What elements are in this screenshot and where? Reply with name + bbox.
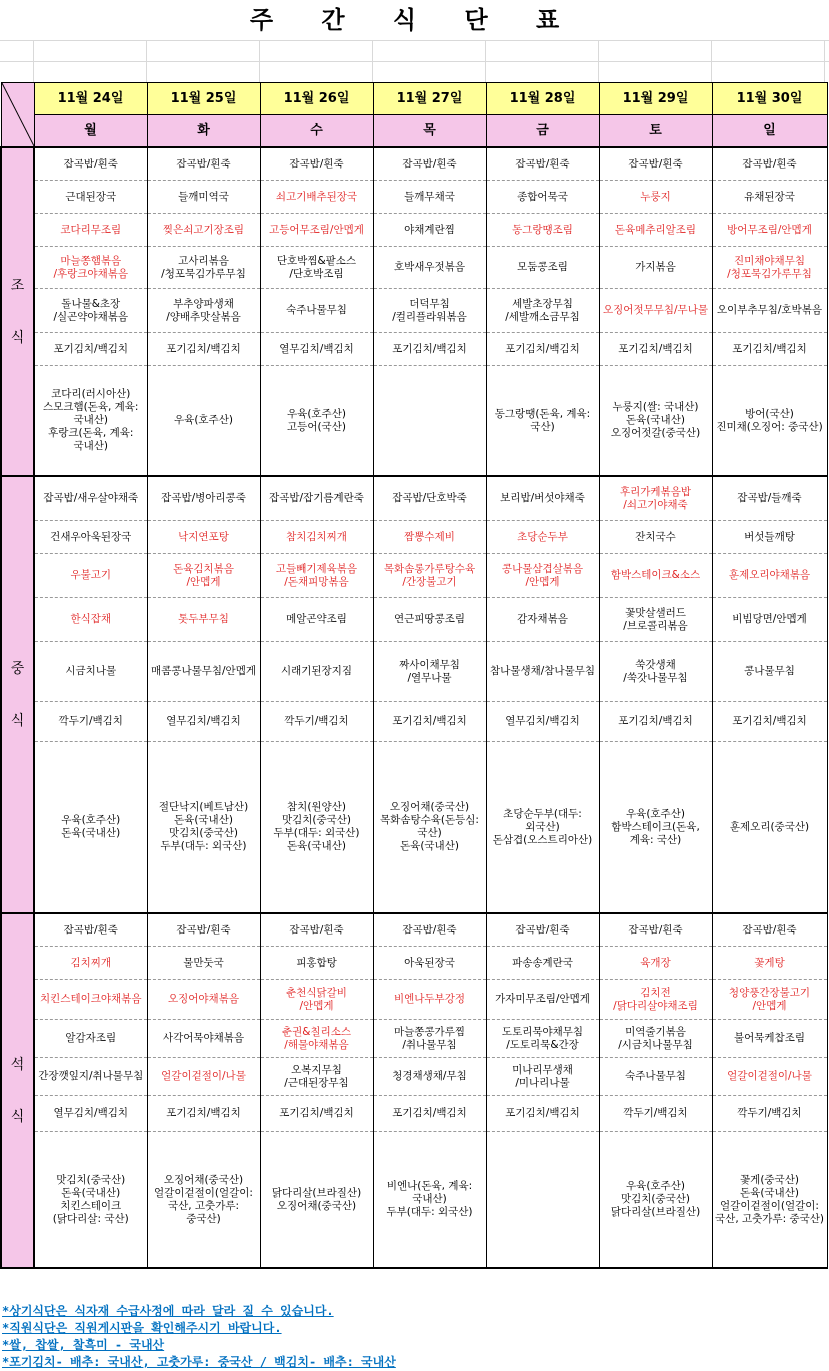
origin-cell: 방어(국산) 진미채(오징어: 중국산) bbox=[712, 366, 827, 477]
menu-body bbox=[1, 147, 827, 1268]
menu-cell: 잡곡밥/흰죽 bbox=[486, 913, 599, 947]
menu-cell: 야채계란찜 bbox=[373, 214, 486, 247]
menu-cell: 포기김치/백김치 bbox=[260, 1096, 373, 1132]
menu-cell: 코다리무조림 bbox=[34, 214, 147, 247]
menu-cell: 한식잡채 bbox=[34, 598, 147, 642]
menu-cell: 깍두기/백김치 bbox=[712, 1096, 827, 1132]
menu-cell: 들깨무채국 bbox=[373, 181, 486, 214]
origin-cell: 코다리(러시아산) 스모크햄(돈육, 계육: 국내산) 후랑크(돈육, 계육: 국내산) bbox=[34, 366, 147, 477]
menu-cell: 종합어묵국 bbox=[486, 181, 599, 214]
menu-cell: 춘권&칠리소스 /해물야채볶음 bbox=[260, 1020, 373, 1058]
menu-cell: 단호박찜&팥소스 /단호박조림 bbox=[260, 247, 373, 289]
menu-cell: 잡곡밥/병아리콩죽 bbox=[147, 476, 260, 521]
origin-cell bbox=[486, 1132, 599, 1269]
menu-cell: 포기김치/백김치 bbox=[34, 333, 147, 366]
menu-cell: 짬뽕수제비 bbox=[373, 521, 486, 554]
origin-cell: 참치(원양산) 맛김치(중국산) 두부(대두: 외국산) 돈육(국내산) bbox=[260, 742, 373, 914]
menu-cell: 감자채볶음 bbox=[486, 598, 599, 642]
menu-cell: 알감자조림 bbox=[34, 1020, 147, 1058]
menu-row bbox=[1, 554, 827, 598]
menu-cell: 포기김치/백김치 bbox=[147, 1096, 260, 1132]
menu-cell: 참나물생채/참나물무침 bbox=[486, 642, 599, 702]
menu-cell: 시금치나물 bbox=[34, 642, 147, 702]
menu-cell: 돈육메추리알조림 bbox=[599, 214, 712, 247]
menu-cell: 잡곡밥/흰죽 bbox=[34, 147, 147, 181]
origin-cell: 우육(호주산) bbox=[147, 366, 260, 477]
menu-cell: 호박새우젓볶음 bbox=[373, 247, 486, 289]
menu-cell: 모둠콩조림 bbox=[486, 247, 599, 289]
date-cell: 11월 28일 bbox=[486, 83, 599, 115]
menu-cell: 가지볶음 bbox=[599, 247, 712, 289]
menu-cell: 잡곡밥/흰죽 bbox=[712, 913, 827, 947]
origin-cell: 훈제오리(중국산) bbox=[712, 742, 827, 914]
origin-cell: 동그랑땡(돈육, 계육: 국산) bbox=[486, 366, 599, 477]
menu-cell: 포기김치/백김치 bbox=[373, 333, 486, 366]
origin-cell bbox=[373, 366, 486, 477]
menu-row bbox=[1, 214, 827, 247]
menu-cell: 잡곡밥/흰죽 bbox=[599, 147, 712, 181]
notes bbox=[2, 1303, 822, 1371]
meal-section-label: 중 식 bbox=[1, 476, 34, 913]
day-cell: 수 bbox=[260, 115, 373, 148]
menu-cell: 들깨미역국 bbox=[147, 181, 260, 214]
menu-cell: 치킨스테이크야채볶음 bbox=[34, 980, 147, 1020]
menu-cell: 파송송계란국 bbox=[486, 947, 599, 980]
origin-cell: 누룽지(쌀: 국내산) 돈육(국내산) 오징어젓갈(중국산) bbox=[599, 366, 712, 477]
menu-cell: 후리가케볶음밥 /쇠고기야채죽 bbox=[599, 476, 712, 521]
day-cell: 화 bbox=[147, 115, 260, 148]
menu-row bbox=[1, 1020, 827, 1058]
date-cell: 11월 27일 bbox=[373, 83, 486, 115]
menu-cell: 마늘쫑콩가루찜 /취나물무침 bbox=[373, 1020, 486, 1058]
date-cell: 11월 25일 bbox=[147, 83, 260, 115]
corner-cell bbox=[1, 83, 34, 148]
origin-cell: 오징어채(중국산) 목화솜탕수육(돈등심: 국산) 돈육(국내산) bbox=[373, 742, 486, 914]
meal-section-label: 조 식 bbox=[1, 147, 34, 476]
menu-cell: 포기김치/백김치 bbox=[147, 333, 260, 366]
menu-cell: 춘천식닭갈비 /안멥게 bbox=[260, 980, 373, 1020]
menu-cell: 청양풍간장불고기 /안멥게 bbox=[712, 980, 827, 1020]
menu-cell: 물만둣국 bbox=[147, 947, 260, 980]
menu-cell: 포기김치/백김치 bbox=[486, 333, 599, 366]
menu-cell: 잡곡밥/흰죽 bbox=[486, 147, 599, 181]
menu-cell: 깍두기/백김치 bbox=[34, 702, 147, 742]
date-cell: 11월 30일 bbox=[712, 83, 827, 115]
menu-cell: 잡곡밥/흰죽 bbox=[373, 147, 486, 181]
menu-cell: 잡곡밥/단호박죽 bbox=[373, 476, 486, 521]
origin-row bbox=[1, 1132, 827, 1269]
menu-cell: 불어묵케찹조림 bbox=[712, 1020, 827, 1058]
menu-row bbox=[1, 702, 827, 742]
menu-cell: 돈육김치볶음 /안멥게 bbox=[147, 554, 260, 598]
menu-cell: 깍두기/백김치 bbox=[599, 1096, 712, 1132]
menu-cell: 오징어젓무무침/무나물 bbox=[599, 289, 712, 333]
menu-cell: 포기김치/백김치 bbox=[599, 333, 712, 366]
menu-cell: 가자미무조림/안멥게 bbox=[486, 980, 599, 1020]
menu-cell: 유채된장국 bbox=[712, 181, 827, 214]
menu-cell: 잡곡밥/흰죽 bbox=[599, 913, 712, 947]
date-cell: 11월 26일 bbox=[260, 83, 373, 115]
page-title: 주 간 식 단 표 bbox=[249, 6, 580, 34]
menu-cell: 고들빼기제육볶음 /돈채피망볶음 bbox=[260, 554, 373, 598]
note-line: *직원식단은 직원게시판을 확인해주시기 바랍니다. bbox=[2, 1321, 282, 1335]
menu-cell: 숙주나물무침 bbox=[260, 289, 373, 333]
menu-cell: 간장깻잎지/취나물무침 bbox=[34, 1058, 147, 1096]
menu-cell: 잡곡밥/새우살야채죽 bbox=[34, 476, 147, 521]
menu-cell: 마늘쫑햄볶음 /후랑크야채볶음 bbox=[34, 247, 147, 289]
menu-cell: 함박스테이크&소스 bbox=[599, 554, 712, 598]
menu-cell: 연근피땅콩조림 bbox=[373, 598, 486, 642]
menu-cell: 열무김치/백김치 bbox=[260, 333, 373, 366]
origin-cell: 맛김치(중국산) 돈육(국내산) 치킨스테이크(닭다리살: 국산) bbox=[34, 1132, 147, 1269]
menu-cell: 포기김치/백김치 bbox=[712, 333, 827, 366]
menu-row bbox=[1, 181, 827, 214]
note-line: *포기김치- 배추: 국내산, 고춧가루: 중국산 / 백김치- 배추: 국내산 bbox=[2, 1355, 396, 1369]
menu-cell: 돌나물&초장 /실곤약야채볶음 bbox=[34, 289, 147, 333]
note-line: *쌀, 찹쌀, 찰흑미 - 국내산 bbox=[2, 1338, 165, 1352]
menu-cell: 오복지무침 /근대된장무침 bbox=[260, 1058, 373, 1096]
menu-cell: 포기김치/백김치 bbox=[373, 702, 486, 742]
menu-cell: 버섯들깨탕 bbox=[712, 521, 827, 554]
menu-cell: 비빔당면/안멥게 bbox=[712, 598, 827, 642]
menu-row bbox=[1, 289, 827, 333]
menu-cell: 잡곡밥/흰죽 bbox=[373, 913, 486, 947]
diagonal-line-icon bbox=[2, 83, 34, 146]
menu-cell: 부추양파생채 /양배추맛살볶음 bbox=[147, 289, 260, 333]
menu-cell: 방어무조림/안멥게 bbox=[712, 214, 827, 247]
menu-cell: 숙주나물무침 bbox=[599, 1058, 712, 1096]
menu-cell: 꽃게탕 bbox=[712, 947, 827, 980]
note-line: *상기식단은 식자재 수급사정에 따라 달라 질 수 있습니다. bbox=[2, 1304, 334, 1318]
date-header-row bbox=[1, 83, 827, 115]
menu-cell: 깍두기/백김치 bbox=[260, 702, 373, 742]
menu-cell: 목화솜롱가루탕수육 /간장불고기 bbox=[373, 554, 486, 598]
menu-cell: 잡곡밥/흰죽 bbox=[147, 913, 260, 947]
origin-cell: 닭다리살(브라질산) 오징어채(중국산) bbox=[260, 1132, 373, 1269]
menu-cell: 잔치국수 bbox=[599, 521, 712, 554]
menu-cell: 사각어묵야채볶음 bbox=[147, 1020, 260, 1058]
meal-section-label: 석 식 bbox=[1, 913, 34, 1268]
menu-row bbox=[1, 333, 827, 366]
menu-cell: 세발초장무침 /세발깨소금무침 bbox=[486, 289, 599, 333]
menu-cell: 고사리볶음 /청포묵김가루무침 bbox=[147, 247, 260, 289]
menu-cell: 짜사이채무침 /열무나물 bbox=[373, 642, 486, 702]
menu-cell: 누룽지 bbox=[599, 181, 712, 214]
menu-cell: 진미채야채무침 /청포묵김가루무침 bbox=[712, 247, 827, 289]
menu-cell: 찢은쇠고기장조림 bbox=[147, 214, 260, 247]
menu-cell: 오징어야채볶음 bbox=[147, 980, 260, 1020]
day-cell: 금 bbox=[486, 115, 599, 148]
menu-cell: 우불고기 bbox=[34, 554, 147, 598]
menu-cell: 얼갈이겉절이/나물 bbox=[147, 1058, 260, 1096]
menu-cell: 포기김치/백김치 bbox=[712, 702, 827, 742]
origin-cell: 절단낙지(베트남산) 돈육(국내산) 맛김치(중국산) 두부(대두: 외국산) bbox=[147, 742, 260, 914]
date-cell: 11월 24일 bbox=[34, 83, 147, 115]
menu-cell: 미나리무생채 /미나리나물 bbox=[486, 1058, 599, 1096]
day-cell: 월 bbox=[34, 115, 147, 148]
day-cell: 토 bbox=[599, 115, 712, 148]
date-cell: 11월 29일 bbox=[599, 83, 712, 115]
origin-cell: 비엔나(돈육, 계육: 국내산) 두부(대두: 외국산) bbox=[373, 1132, 486, 1269]
menu-cell: 훈제오리야채볶음 bbox=[712, 554, 827, 598]
day-header-row bbox=[1, 115, 827, 148]
menu-cell: 잡곡밥/흰죽 bbox=[712, 147, 827, 181]
origin-cell: 우육(호주산) 돈육(국내산) bbox=[34, 742, 147, 914]
menu-cell: 참치김치찌개 bbox=[260, 521, 373, 554]
menu-cell: 시래기된장지짐 bbox=[260, 642, 373, 702]
menu-cell: 포기김치/백김치 bbox=[599, 702, 712, 742]
menu-cell: 미역줄기볶음 /시금치나물무침 bbox=[599, 1020, 712, 1058]
menu-cell: 포기김치/백김치 bbox=[373, 1096, 486, 1132]
day-cell: 일 bbox=[712, 115, 827, 148]
menu-row bbox=[1, 147, 827, 181]
menu-cell: 동그랑땡조림 bbox=[486, 214, 599, 247]
menu-cell: 쇠고기배추된장국 bbox=[260, 181, 373, 214]
menu-cell: 도토리묵야채무침 /도토리묵&간장 bbox=[486, 1020, 599, 1058]
menu-cell: 잡곡밥/흰죽 bbox=[260, 147, 373, 181]
menu-cell: 건새우아욱된장국 bbox=[34, 521, 147, 554]
origin-cell: 우육(호주산) 함박스테이크(돈육, 계육: 국산) bbox=[599, 742, 712, 914]
menu-row bbox=[1, 247, 827, 289]
menu-cell: 김치찌개 bbox=[34, 947, 147, 980]
origin-cell: 우육(호주산) 고등어(국산) bbox=[260, 366, 373, 477]
menu-row bbox=[1, 521, 827, 554]
menu-cell: 보리밥/버섯야채죽 bbox=[486, 476, 599, 521]
menu-row bbox=[1, 913, 827, 947]
menu-cell: 오이부추무침/호박볶음 bbox=[712, 289, 827, 333]
menu-cell: 메알곤약조림 bbox=[260, 598, 373, 642]
menu-cell: 김치전 /닭다리살야채조림 bbox=[599, 980, 712, 1020]
menu-cell: 매콤콩나물무침/안멥게 bbox=[147, 642, 260, 702]
menu-cell: 콩나물삼겹살볶음 /안멥게 bbox=[486, 554, 599, 598]
menu-row bbox=[1, 598, 827, 642]
menu-cell: 잡곡밥/들깨죽 bbox=[712, 476, 827, 521]
menu-cell: 육개장 bbox=[599, 947, 712, 980]
menu-row bbox=[1, 980, 827, 1020]
origin-cell: 초당순두부(대두: 외국산) 돈삼겹(오스트리아산) bbox=[486, 742, 599, 914]
origin-row bbox=[1, 366, 827, 477]
day-cell: 목 bbox=[373, 115, 486, 148]
menu-cell: 고등어무조림/안멥게 bbox=[260, 214, 373, 247]
menu-cell: 톳두부무침 bbox=[147, 598, 260, 642]
menu-cell: 쑥갓생채 /쑥갓나물무침 bbox=[599, 642, 712, 702]
menu-cell: 근대된장국 bbox=[34, 181, 147, 214]
menu-row bbox=[1, 1096, 827, 1132]
menu-row bbox=[1, 642, 827, 702]
menu-cell: 잡곡밥/흰죽 bbox=[147, 147, 260, 181]
menu-cell: 잡곡밥/흰죽 bbox=[260, 913, 373, 947]
menu-cell: 초당순두부 bbox=[486, 521, 599, 554]
menu-cell: 피홍합탕 bbox=[260, 947, 373, 980]
menu-row bbox=[1, 1058, 827, 1096]
weekly-menu-table bbox=[0, 82, 828, 1269]
spreadsheet-gridlines bbox=[0, 40, 829, 82]
menu-cell: 더덕무침 /컬리플라워볶음 bbox=[373, 289, 486, 333]
origin-cell: 꽃게(중국산) 돈육(국내산) 얼갈이겉절이(얼갈이: 국산, 고춧가루: 중국산) bbox=[712, 1132, 827, 1269]
menu-cell: 열무김치/백김치 bbox=[34, 1096, 147, 1132]
menu-cell: 비엔나두부강정 bbox=[373, 980, 486, 1020]
menu-row bbox=[1, 476, 827, 521]
origin-cell: 오징어채(중국산) 얼갈이겉절이(얼갈이: 국산, 고춧가루: 중국산) bbox=[147, 1132, 260, 1269]
menu-cell: 잡곡밥/잡기름계란죽 bbox=[260, 476, 373, 521]
origin-cell: 우육(호주산) 맛김치(중국산) 닭다리살(브라질산) bbox=[599, 1132, 712, 1269]
menu-cell: 콩나물무침 bbox=[712, 642, 827, 702]
menu-cell: 낙지연포탕 bbox=[147, 521, 260, 554]
menu-cell: 열무김치/백김치 bbox=[147, 702, 260, 742]
menu-cell: 포기김치/백김치 bbox=[486, 1096, 599, 1132]
menu-cell: 잡곡밥/흰죽 bbox=[34, 913, 147, 947]
origin-row bbox=[1, 742, 827, 914]
menu-cell: 열무김치/백김치 bbox=[486, 702, 599, 742]
menu-cell: 꽃맛살샐러드 /브로콜리볶음 bbox=[599, 598, 712, 642]
menu-cell: 청경채생채/무침 bbox=[373, 1058, 486, 1096]
menu-cell: 아욱된장국 bbox=[373, 947, 486, 980]
menu-cell: 얼갈이겉절이/나물 bbox=[712, 1058, 827, 1096]
menu-row bbox=[1, 947, 827, 980]
